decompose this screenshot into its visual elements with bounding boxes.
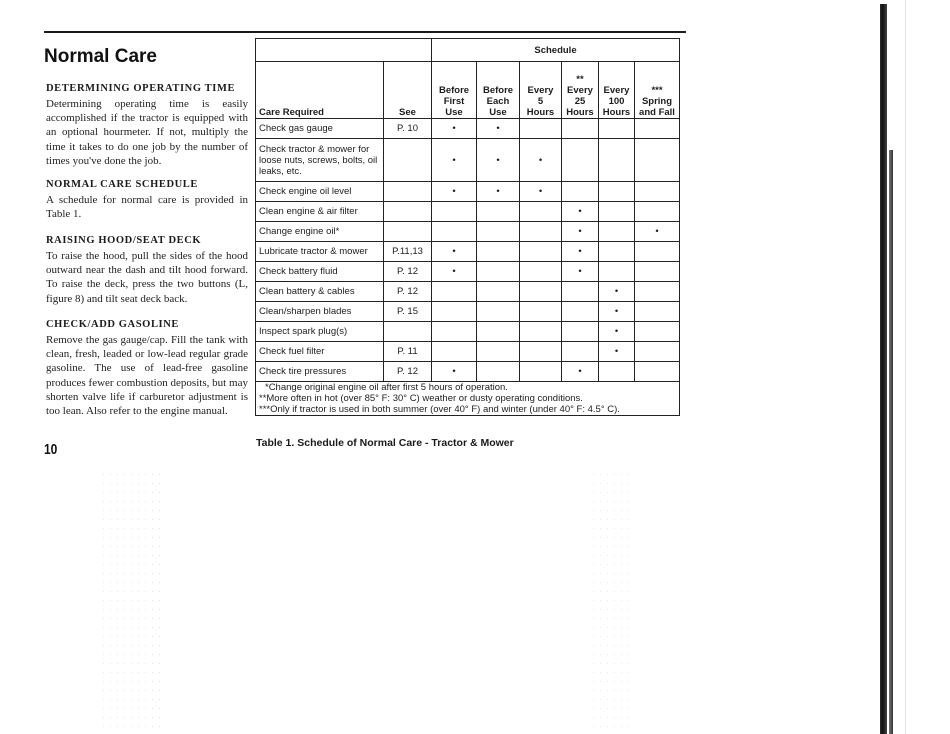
care-item: Check tire pressures xyxy=(256,362,384,382)
schedule-cell xyxy=(635,202,680,222)
table-row xyxy=(256,139,680,182)
schedule-cell xyxy=(477,202,520,222)
section-check-gasoline xyxy=(46,318,248,418)
see-page: P. 12 xyxy=(384,362,432,382)
see-page: P.11,13 xyxy=(384,242,432,262)
see-page: P. 12 xyxy=(384,262,432,282)
header-line: *** xyxy=(651,85,663,96)
schedule-cell xyxy=(477,222,520,242)
section-body: A schedule for normal care is provided in Table 1. xyxy=(46,194,248,221)
schedule-cell xyxy=(635,322,680,342)
header-line: Before xyxy=(482,85,514,96)
schedule-cell xyxy=(599,119,635,139)
see-page xyxy=(384,202,432,222)
page-number: 10 xyxy=(44,441,58,458)
see-page: P. 15 xyxy=(384,302,432,322)
schedule-mark: • xyxy=(477,182,520,202)
schedule-mark: • xyxy=(599,282,635,302)
col-care-required: Care Required xyxy=(256,62,384,119)
header-line: Use xyxy=(445,107,463,118)
header-blank xyxy=(256,39,432,62)
schedule-cell xyxy=(432,202,477,222)
schedule-mark: • xyxy=(599,322,635,342)
schedule-cell xyxy=(432,282,477,302)
header-line: 25 xyxy=(574,96,586,107)
schedule-mark: • xyxy=(635,222,680,242)
schedule-cell xyxy=(520,262,562,282)
col-every-100-hours xyxy=(599,62,635,119)
schedule-mark: • xyxy=(562,242,599,262)
schedule-mark: • xyxy=(432,182,477,202)
schedule-mark: • xyxy=(599,342,635,362)
header-line: Before xyxy=(438,85,470,96)
footnote: *Change original engine oil after first 5 hours of operation. xyxy=(265,382,508,393)
schedule-cell xyxy=(520,202,562,222)
care-item: Check gas gauge xyxy=(256,119,384,139)
see-page xyxy=(384,222,432,242)
section-body: Determining operating time is easily accomplished if the tractor is equipped with an optional hourmeter. If not, multiply the time it takes to do one job by the number of times you've done the job. xyxy=(46,98,248,167)
schedule-cell xyxy=(477,322,520,342)
schedule-mark: • xyxy=(562,362,599,382)
schedule-cell xyxy=(599,222,635,242)
schedule-cell xyxy=(477,302,520,322)
schedule-cell xyxy=(635,119,680,139)
schedule-mark: • xyxy=(432,362,477,382)
section-heading: RAISING HOOD/SEAT DECK xyxy=(46,235,202,246)
section-body: Remove the gas gauge/cap. Fill the tank with clean, fresh, leaded or low-lead regular grade gasoline. The use of lead-free gasoline produces fewer combustion deposits, but may shorten valve life if carburetor adjustment is too lean. Also refer to the engine manual. xyxy=(46,334,248,418)
table-row xyxy=(256,262,680,282)
table-row xyxy=(256,242,680,262)
schedule-cell xyxy=(477,282,520,302)
see-page: P. 11 xyxy=(384,342,432,362)
header-line: 100 xyxy=(608,96,625,107)
schedule-cell xyxy=(599,182,635,202)
header-line: Each xyxy=(486,96,510,107)
schedule-mark: • xyxy=(520,182,562,202)
care-item: Inspect spark plug(s) xyxy=(256,322,384,342)
schedule-cell xyxy=(432,222,477,242)
schedule-cell xyxy=(562,322,599,342)
schedule-cell xyxy=(599,202,635,222)
table-row xyxy=(256,182,680,202)
schedule-cell xyxy=(562,282,599,302)
schedule-mark: • xyxy=(520,139,562,182)
care-schedule-table xyxy=(255,38,680,416)
binding-strip xyxy=(889,150,893,734)
care-item: Lubricate tractor & mower xyxy=(256,242,384,262)
schedule-mark: • xyxy=(432,242,477,262)
section-body: To raise the hood, pull the sides of the hood outward near the dash and tilt hood forward. To raise the deck, press the two buttons (L, figure 8) and tilt seat deck back. xyxy=(46,250,248,305)
header-line: Use xyxy=(489,107,507,118)
schedule-cell xyxy=(432,302,477,322)
table-row xyxy=(256,202,680,222)
header-line: Every xyxy=(567,85,593,96)
header-line: First xyxy=(443,96,465,107)
schedule-cell xyxy=(599,362,635,382)
col-before-each-use xyxy=(477,62,520,119)
schedule-cell xyxy=(520,342,562,362)
schedule-header: Schedule xyxy=(432,39,680,62)
schedule-cell xyxy=(520,302,562,322)
table-row xyxy=(256,119,680,139)
schedule-cell xyxy=(599,262,635,282)
schedule-mark: • xyxy=(599,302,635,322)
schedule-cell xyxy=(635,242,680,262)
schedule-cell xyxy=(562,119,599,139)
schedule-mark: • xyxy=(562,202,599,222)
schedule-mark: • xyxy=(562,222,599,242)
care-item: Clean battery & cables xyxy=(256,282,384,302)
header-line: Hours xyxy=(602,107,631,118)
col-see: See xyxy=(384,62,432,119)
see-page xyxy=(384,139,432,182)
header-line: and Fall xyxy=(639,107,675,118)
scan-speckle xyxy=(590,470,630,730)
col-every-25-hours xyxy=(562,62,599,119)
footnote: ***Only if tractor is used in both summer (over 40° F) and winter (under 40° F: 4.5° C). xyxy=(259,404,620,415)
section-heading: CHECK/ADD GASOLINE xyxy=(46,319,180,330)
header-line: 5 Hours xyxy=(526,96,555,118)
schedule-mark: • xyxy=(432,139,477,182)
schedule-cell xyxy=(520,242,562,262)
table-footnotes xyxy=(256,382,680,416)
care-item: Clean/sharpen blades xyxy=(256,302,384,322)
schedule-cell xyxy=(562,139,599,182)
table-row xyxy=(256,362,680,382)
header-line: ** xyxy=(576,74,584,85)
schedule-mark: • xyxy=(432,262,477,282)
table-row xyxy=(256,342,680,362)
schedule-cell xyxy=(599,242,635,262)
schedule-cell xyxy=(562,302,599,322)
schedule-cell xyxy=(635,362,680,382)
table-row xyxy=(256,222,680,242)
schedule-cell xyxy=(520,119,562,139)
schedule-cell xyxy=(635,342,680,362)
see-page: P. 10 xyxy=(384,119,432,139)
section-heading: DETERMINING OPERATING TIME xyxy=(46,83,236,94)
col-spring-and-fall xyxy=(635,62,680,119)
schedule-cell xyxy=(635,302,680,322)
table-row xyxy=(256,302,680,322)
page-title: Normal Care xyxy=(44,46,157,67)
table-row xyxy=(256,282,680,302)
section-operating-time xyxy=(46,82,248,168)
see-page: P. 12 xyxy=(384,282,432,302)
header-line: Every xyxy=(527,85,554,96)
section-raising-hood xyxy=(46,234,248,306)
header-line: Every xyxy=(603,85,630,96)
schedule-cell xyxy=(635,182,680,202)
binding-strip xyxy=(880,4,887,734)
schedule-cell xyxy=(520,222,562,242)
col-before-first-use xyxy=(432,62,477,119)
care-item: Check engine oil level xyxy=(256,182,384,202)
schedule-cell xyxy=(599,139,635,182)
table-caption: Table 1. Schedule of Normal Care - Tractor & Mower xyxy=(256,437,514,449)
schedule-cell xyxy=(562,182,599,202)
header-line: Hours xyxy=(566,107,594,118)
schedule-cell xyxy=(477,342,520,362)
schedule-cell xyxy=(477,362,520,382)
care-table-body xyxy=(256,119,680,382)
schedule-cell xyxy=(520,322,562,342)
schedule-cell xyxy=(562,342,599,362)
schedule-cell xyxy=(477,262,520,282)
top-rule xyxy=(44,31,686,33)
schedule-cell xyxy=(520,362,562,382)
schedule-mark: • xyxy=(477,119,520,139)
schedule-cell xyxy=(635,139,680,182)
care-item: Check battery fluid xyxy=(256,262,384,282)
footnote: **More often in hot (over 85° F: 30° C) weather or dusty operating conditions. xyxy=(259,393,583,404)
schedule-mark: • xyxy=(432,119,477,139)
table-row xyxy=(256,322,680,342)
care-item: Change engine oil* xyxy=(256,222,384,242)
schedule-cell xyxy=(477,242,520,262)
see-page xyxy=(384,322,432,342)
section-normal-care-schedule xyxy=(46,178,248,221)
see-page xyxy=(384,182,432,202)
page-edge xyxy=(905,0,906,734)
schedule-cell xyxy=(635,282,680,302)
care-item: Check tractor & mower for loose nuts, screws, bolts, oil leaks, etc. xyxy=(256,139,384,182)
schedule-mark: • xyxy=(562,262,599,282)
schedule-cell xyxy=(520,282,562,302)
schedule-mark: • xyxy=(477,139,520,182)
scan-speckle xyxy=(100,470,160,730)
care-item: Check fuel filter xyxy=(256,342,384,362)
care-item: Clean engine & air filter xyxy=(256,202,384,222)
header-line: Spring xyxy=(641,96,673,107)
schedule-cell xyxy=(432,342,477,362)
schedule-cell xyxy=(635,262,680,282)
section-heading: NORMAL CARE SCHEDULE xyxy=(46,179,199,190)
col-every-5-hours xyxy=(520,62,562,119)
schedule-cell xyxy=(432,322,477,342)
